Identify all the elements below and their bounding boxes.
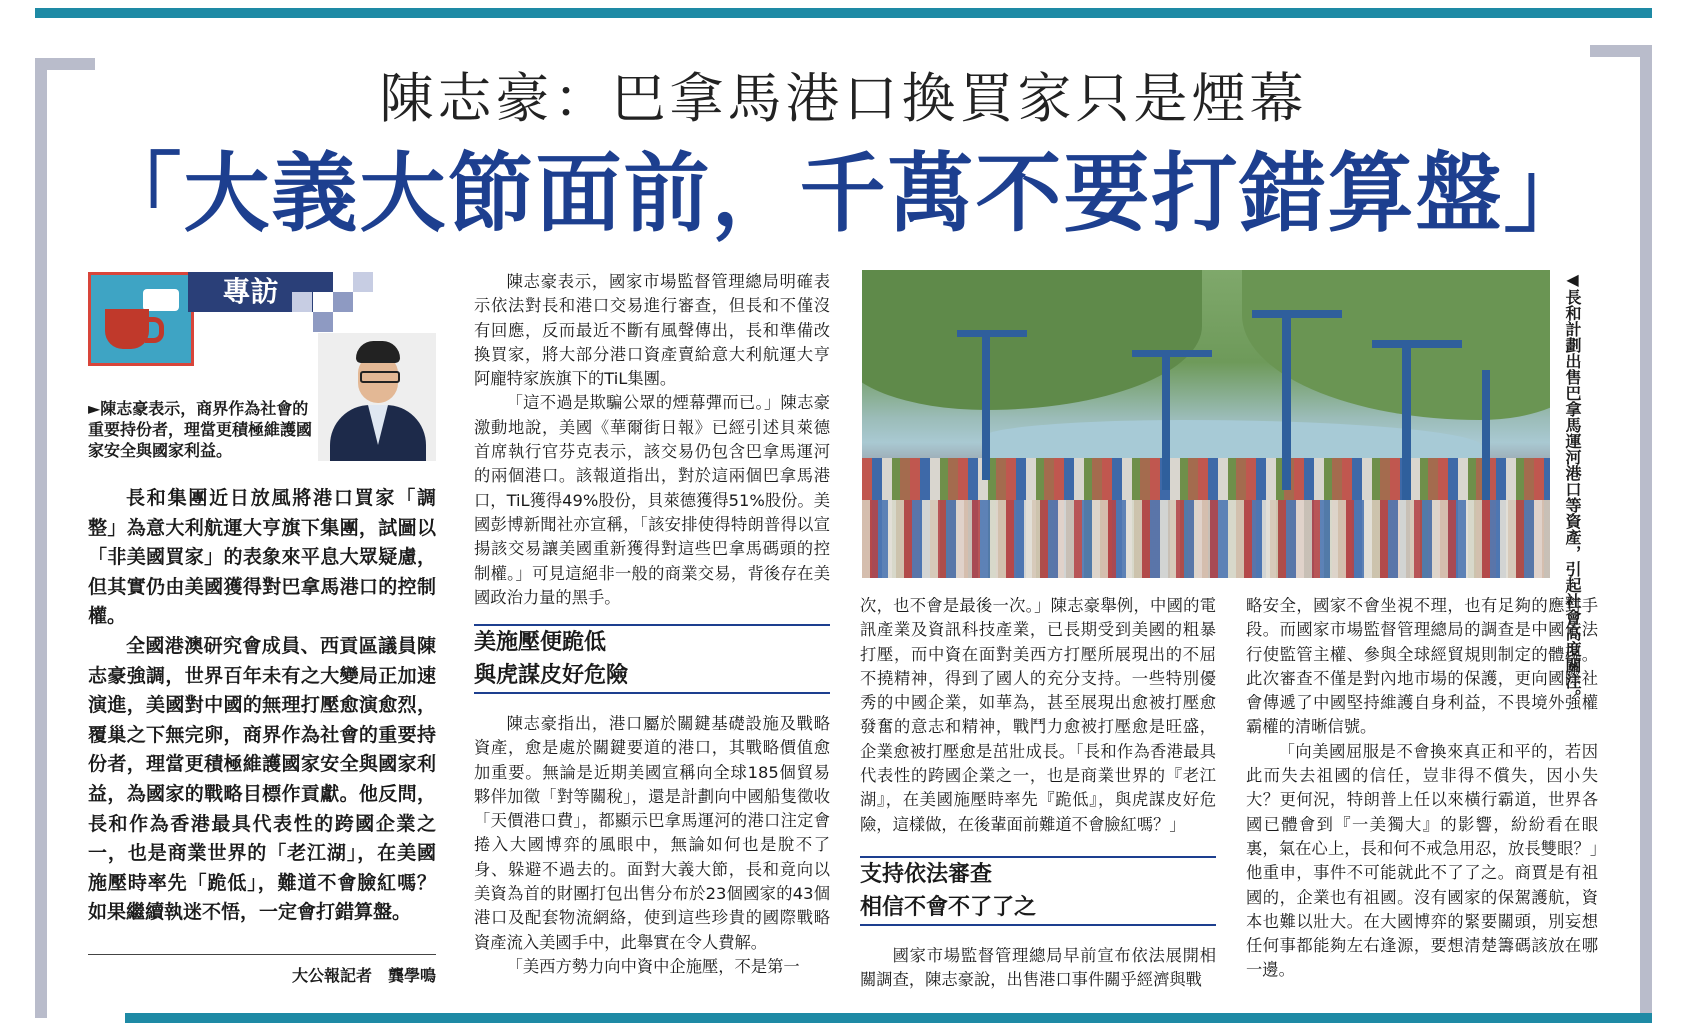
paragraph: 略安全，國家不會坐視不理，也有足夠的應對手段。而國家市場監督管理總局的調查是中國依法行使監管主權、參與全球經貿規則制定的體現。此次審查不僅是對內地市場的保護，更向國際社會傳遞了中國堅持維護自身利益，不畏境外強權霸權的清晰信號。 (1246, 596, 1598, 737)
column-3 (860, 594, 1216, 837)
top-accent-bar (35, 8, 1652, 18)
paragraph: 「這不過是欺騙公眾的煙幕彈而已。」陳志豪激動地說，美國《華爾街日報》已經引述貝萊德首席執行官芬克表示，該交易仍包含巴拿馬運河的兩個港口。該報道指出，對於這兩個巴拿馬港口，TiL獲得49%股份，貝萊德獲得51%股份。美國彭博新聞社亦宣稱，「該安排使得特朗普得以宣揚該交易讓美國重新獲得對這些巴拿馬碼頭的控制權。」可見這絕非一般的商業交易，背後存在美國政治力量的黑手。 (474, 393, 830, 607)
crane-shape (1132, 350, 1212, 357)
paragraph: 陳志豪指出，港口屬於關鍵基礎設施及戰略資產，愈是處於關鍵要道的港口，其戰略價值愈加重要。無論是近期美國宣稱向全球185個貿易夥伴加徵「對等關稅」，還是計劃向中國船隻徵收「天價港口費」，都顯示巴拿馬運河的港口注定會捲入大國博弈的風眼中，無論如何也是脫不了身、躲避不過去的。面對大義大節，長和竟向以美資為首的財團打包出售分布於23個國家的43個港口及配套物流網絡，使到這些珍貴的國際戰略資產流入美國手中，此舉實在令人費解。 (474, 714, 830, 952)
byline: 大公報記者 龔學鳴 (88, 954, 436, 986)
pixel-decor (313, 312, 333, 332)
cup-handle-icon (145, 317, 164, 343)
crane-shape (1372, 340, 1462, 348)
coffee-cup-icon (105, 309, 149, 349)
subheading-line: 美施壓便跪低 (474, 629, 607, 655)
photo-hill (862, 270, 1202, 410)
paragraph: 「向美國屈服是不會換來真正和平的，若因此而失去祖國的信任，豈非得不償失，因小失大？更何況，特朗普上任以來橫行霸道，世界各國已體會到『一美獨大』的影響，紛紛看在眼裏，氣在心上，長和何不戒急用忍，放長雙眼？」他重申，事件不可能就此不了了之。商賈是有祖國的，企業也有祖國。沒有國家的保駕護航，資本也難以壯大。在大國博弈的緊要關頭，別妄想任何事都能夠左右逢源，要想清楚籌碼該放在哪一邊。 (1246, 741, 1598, 980)
crane-shape (1482, 370, 1490, 500)
column-1 (88, 484, 436, 928)
portrait-photo (318, 333, 436, 461)
portrait-glasses (360, 371, 400, 383)
column-3b (860, 944, 1216, 993)
paragraph: 國家市場監督管理總局早前宣布依法展開相關調查，陳志豪說，出售港口事件關乎經濟與戰 (860, 946, 1216, 990)
interview-label: 專訪 (188, 272, 313, 312)
photo-caption: ◀長和計劃出售巴拿馬運河港口等資產，引起社會高度關注。 (1563, 270, 1582, 705)
column-2b (474, 712, 830, 979)
subheading-line: 相信不會不了了之 (860, 894, 1037, 920)
subheading-line: 與虎謀皮好危險 (474, 662, 629, 688)
interview-badge (88, 272, 194, 366)
subheading-2 (474, 624, 830, 694)
crane-shape (1252, 310, 1342, 318)
port-photo (862, 270, 1550, 578)
pixel-decor (313, 272, 333, 292)
bottom-accent-bar (125, 1013, 1652, 1023)
paragraph: 陳志豪表示，國家市場監督管理總局明確表示依法對長和港口交易進行審查，但長和不僅沒有回應，反而最近不斷有風聲傳出，長和準備改換買家，將大部分港口資產賣給意大利航運大亨阿龐特家族旗下的TiL集團。 (474, 272, 830, 389)
crane-shape (1402, 340, 1411, 500)
pixel-decor (292, 292, 312, 312)
photo-container-yard (862, 500, 1550, 578)
article-headline: 「大義大節面前，千萬不要打錯算盤」 (95, 144, 1592, 244)
portrait-hair (356, 341, 400, 363)
portrait-caption: ►陳志豪表示，商界作為社會的重要持份者，理當更積極維護國家安全與國家利益。 (88, 399, 313, 460)
crane-shape (982, 330, 990, 480)
paragraph: 長和集團近日放風將港口買家「調整」為意大利航運大亨旗下集團，試圖以「非美國買家」的表象來平息大眾疑慮，但其實仍由美國獲得對巴拿馬港口的控制權。 (88, 487, 436, 628)
subheading-line: 支持依法審查 (860, 861, 993, 887)
subheading-3 (860, 856, 1216, 926)
subheading-rule (474, 692, 830, 694)
subheading-rule (860, 924, 1216, 926)
column-4 (1246, 594, 1598, 983)
crane-shape (957, 330, 1027, 337)
crane-shape (1282, 310, 1291, 490)
paragraph: 全國港澳研究會成員、西貢區議員陳志豪強調，世界百年未有之大變局正加速演進，美國對中國的無理打壓愈演愈烈，覆巢之下無完卵，商界作為社會的重要持份者，理當更積極維護國家安全與國家利益，為國家的戰略目標作貢獻。他反問，長和作為香港最具代表性的跨國企業之一，也是商業世界的「老江湖」，在美國施壓時率先「跪低」，難道不會臉紅嗎？如果繼續執迷不悟，一定會打錯算盤。 (88, 634, 436, 924)
speech-bubble-icon (143, 289, 179, 311)
crane-shape (1162, 350, 1170, 490)
paragraph: 「美西方勢力向中資中企施壓，不是第一 (506, 956, 800, 976)
paragraph: 次，也不會是最後一次。」陳志豪舉例，中國的電訊產業及資訊科技產業，已長期受到美國的粗暴打壓，而中資在面對美西方打壓所展現出的不屈不撓精神，得到了國人的充分支持。一些特別優秀的中國企業，如華為，甚至展現出愈被打壓愈發奮的意志和精神，戰鬥力愈被打壓愈是旺盛，企業愈被打壓愈是茁壯成長。「長和作為香港最具代表性的跨國企業之一，也是商業世界的『老江湖』，在美國施壓時率先『跪低』，與虎謀皮好危險，這樣做，在後輩面前難道不會臉紅嗎？」 (860, 596, 1216, 834)
article-subtitle: 陳志豪：巴拿馬港口換買家只是煙幕 (379, 67, 1308, 130)
pixel-decor (333, 292, 353, 312)
column-2 (474, 270, 830, 610)
pixel-decor (353, 272, 373, 292)
